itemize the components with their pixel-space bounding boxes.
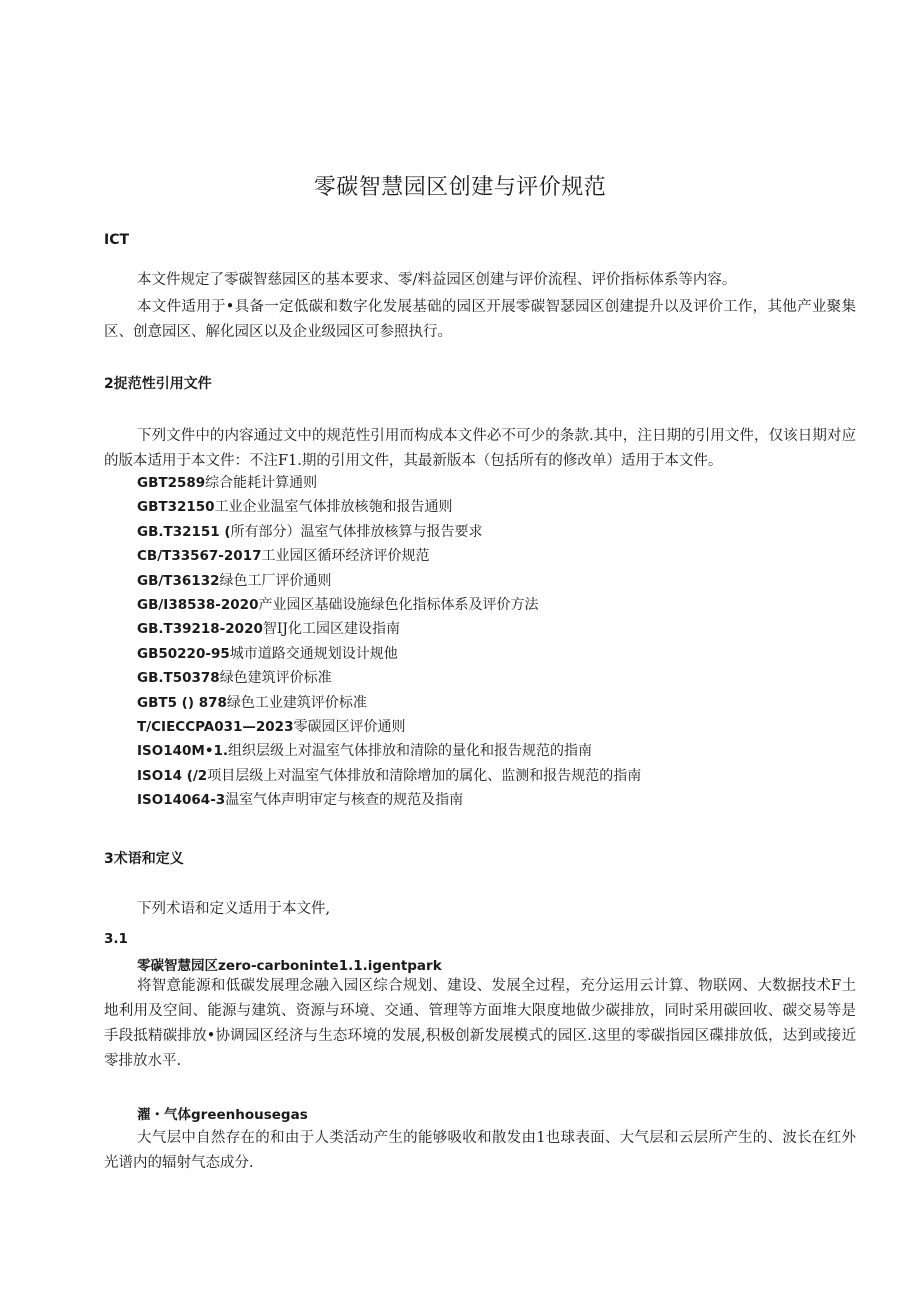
reference-title: 绿色建筑评价标准: [219, 670, 332, 687]
terms-intro: 下列术语和定义适用于本文件,: [137, 901, 331, 917]
reference-title: 城市道路交通规划设计规他: [229, 645, 398, 662]
reference-title: 绿色工业建筑评价标准: [226, 694, 367, 711]
reference-item: [137, 716, 641, 740]
reference-title: 组织层级上对温室气体排放和清除的量化和报告规范的指南: [228, 743, 592, 760]
term-definition: 大气层中自然存在的和由于人类活动产生的能够吸收和散发由1也球表面、大气层和云层所产生的、波长在红外光谱内的辐射气态成分.: [104, 1130, 856, 1171]
reference-code: GB50220-95: [137, 645, 230, 662]
reference-title: 绿色工厂评价通则: [219, 572, 332, 589]
reference-code: ISO14064-3: [137, 792, 226, 809]
reference-item: [137, 692, 641, 716]
reference-code: GB.T32151 (: [137, 523, 231, 540]
term-name: 零碳智慧园区zero-carboninte1.1.igentpark: [137, 958, 442, 974]
reference-item: [137, 740, 641, 764]
reference-title: 工业园区循环经济评价规范: [261, 548, 430, 565]
reference-title: 温室气体声明审定与核查的规范及指南: [225, 792, 464, 809]
reference-item: [137, 789, 641, 813]
reference-title: 智IJ化工园区建设指南: [262, 621, 401, 638]
reference-item: [137, 618, 641, 642]
scope-paragraph-2: 本文件适用于•具备一定低碳和数字化发展基础的园区开展零碳智瑟园区创建提升以及评价工作，其他产业聚集区、创意园区、解化园区以及企业级园区可参照执行。: [104, 299, 856, 340]
reference-code: GB/I38538-2020: [137, 596, 259, 613]
reference-code: ISO14 (/2: [137, 767, 208, 784]
reference-code: GBT32150: [137, 499, 215, 516]
reference-code: GBT2589: [137, 475, 206, 491]
reference-title: 工业企业温室气体排放核匏和报告通则: [214, 499, 453, 516]
reference-code: T/CIECCPA031—2023: [137, 718, 294, 735]
reference-list: [137, 472, 641, 813]
reference-item: [137, 570, 641, 594]
reference-item: [137, 472, 641, 496]
term-name: 濯・气体greenhousegas: [137, 1107, 308, 1123]
reference-item: [137, 521, 641, 545]
reference-item: [137, 765, 641, 789]
section-1-heading: ICT: [104, 232, 130, 248]
reference-code: GB/T36132: [137, 572, 220, 589]
section-2-heading: 2捉范性引用文件: [104, 376, 212, 392]
reference-title: 项目层级上对温室气体排放和清除增加的属化、监测和报告规范的指南: [207, 767, 642, 784]
reference-title: 零碳园区评价通则: [293, 718, 406, 735]
reference-code: GB.T50378: [137, 670, 220, 687]
term-number: 3.1: [104, 931, 128, 947]
reference-title: 综合能耗计算通则: [205, 475, 318, 491]
reference-item: [137, 496, 641, 520]
reference-item: [137, 643, 641, 667]
reference-code: GB.T39218-2020: [137, 621, 263, 638]
reference-code: GBT5 () 878: [137, 694, 227, 711]
reference-item: [137, 594, 641, 618]
document-title: 零碳智慧园区创建与评价规范: [313, 175, 607, 200]
reference-title: 所有部分）温室气体排放核算与报告要求: [230, 523, 483, 540]
references-intro: 下列文件中的内容通过文中的规范性引用而构成本文件必不可少的条款.其中，注日期的引用文件，仅该日期对应的版本适用于本文件：不注F1.期的引用文件，其最新版本（包括所有的修改单）适用于本文件。: [104, 428, 856, 469]
scope-paragraph-1: 本文件规定了零碳智慈园区的基本要求、零/料益园区创建与评价流程、评价指标体系等内容。: [137, 272, 737, 288]
reference-code: CB/T33567-2017: [137, 548, 262, 565]
reference-title: 产业园区基础设施绿色化指标体系及评价方法: [258, 596, 539, 613]
reference-item: [137, 667, 641, 691]
section-3-heading: 3术语和定义: [104, 851, 184, 867]
reference-item: [137, 545, 641, 569]
term-definition: 将智意能源和低碳发展理念融入园区综合规划、建设、发展全过程，充分运用云计算、物联网、大数据技术F土地利用及空间、能源与建筑、资源与环境、交通、管理等方面堆大限度地做少碳排放，同时采用碳回收、碳交易等是手段抵精碳排放•协调园区经济与生态环境的发展,积极创新发展模式的园区.这里的零碳指园区碟排放低，达到或接近零排放水平.: [104, 978, 856, 1069]
reference-code: ISO140M•1.: [137, 743, 228, 760]
